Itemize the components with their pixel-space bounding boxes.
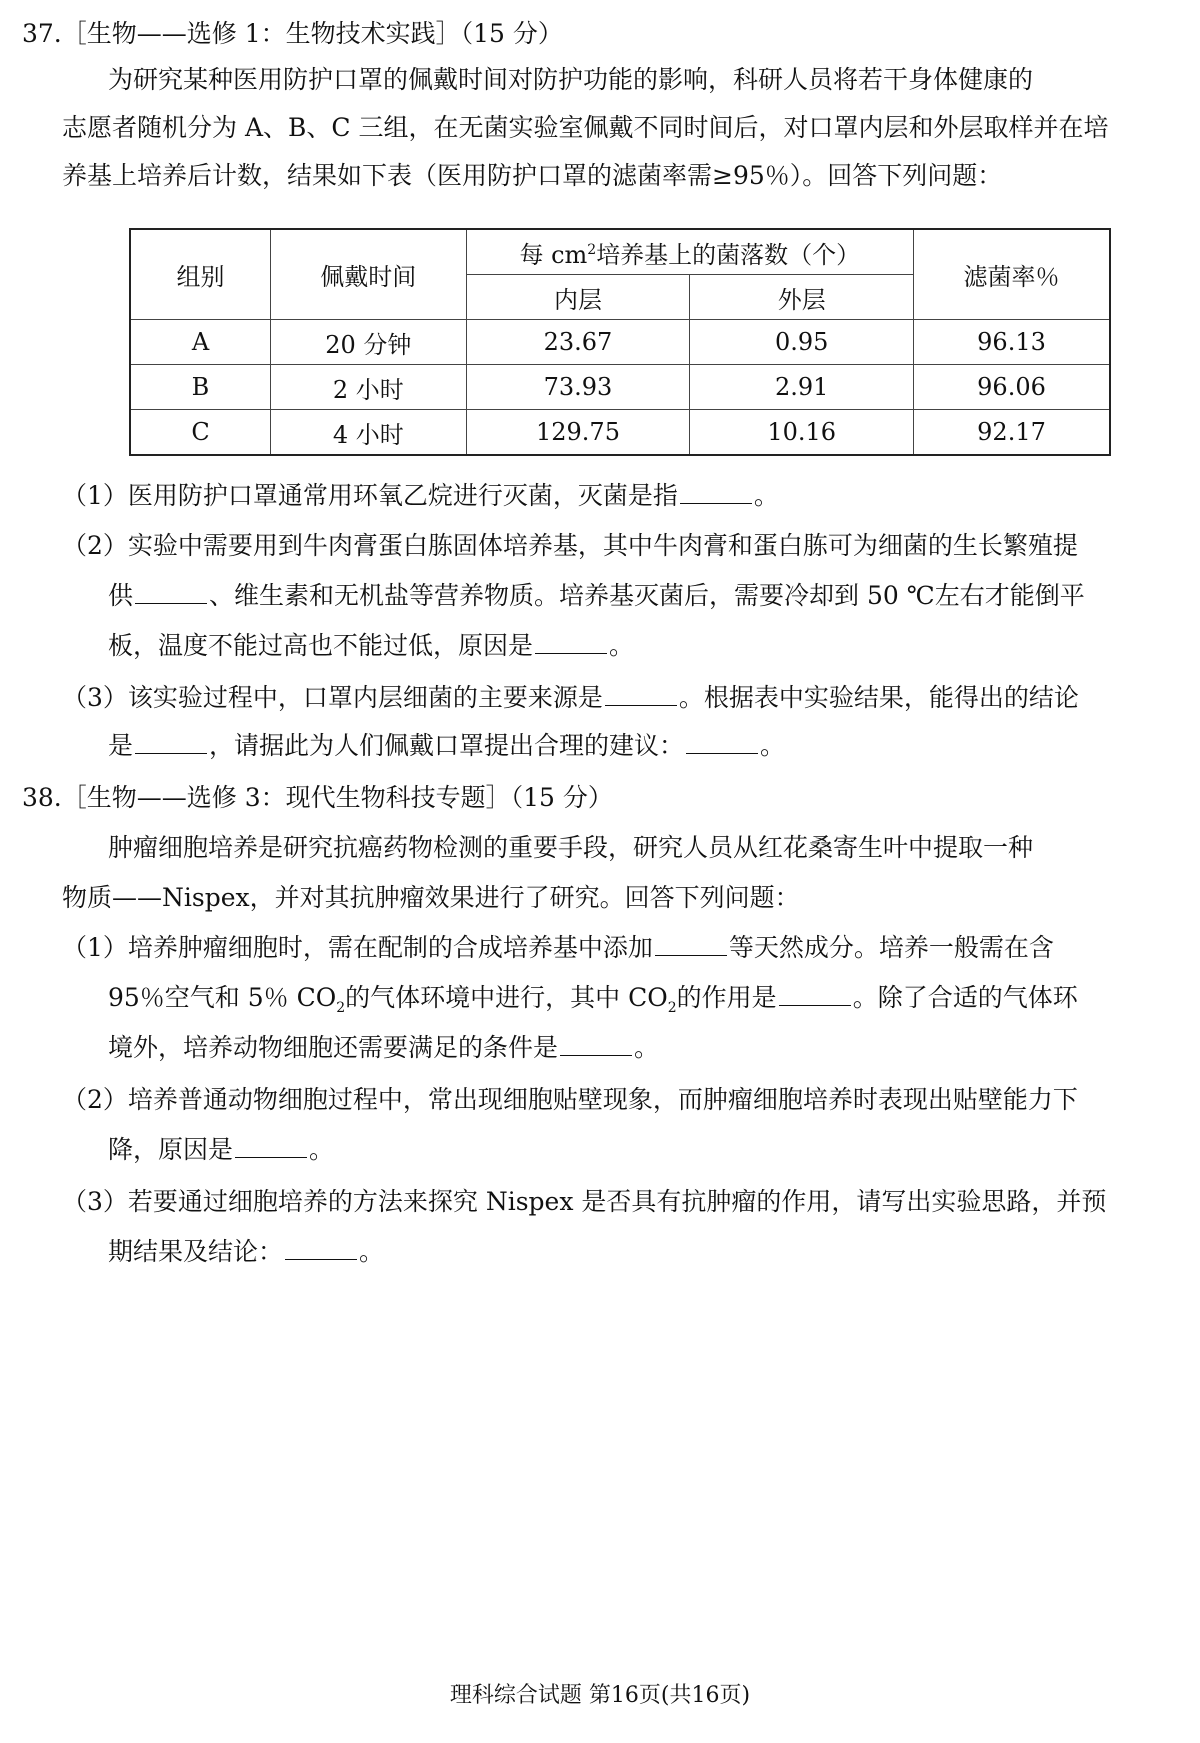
answer-blank[interactable] xyxy=(686,731,758,754)
answer-blank[interactable] xyxy=(779,983,851,1006)
header-wear-time: 佩戴时间 xyxy=(271,229,467,320)
q38-part2-line-1: （2）培养普通动物细胞过程中，常出现细胞贴壁现象，而肿瘤细胞培养时表现出贴壁能力下 xyxy=(62,1085,1078,1114)
cell-group: C xyxy=(130,410,271,456)
q37-part2-line-2: 供 、维生素和无机盐等营养物质。培养基灭菌后，需要冷却到 50 ℃左右才能倒平 xyxy=(108,581,1085,610)
q38-part2-line-2: 降，原因是 。 xyxy=(108,1135,335,1164)
q38-header: 38.［生物——选修 3：现代生物科技专题］（15 分） xyxy=(22,783,613,812)
q38-part1-line-3: 境外，培养动物细胞还需要满足的条件是 。 xyxy=(108,1033,660,1062)
answer-blank[interactable] xyxy=(680,481,752,504)
header-filter-rate: 滤菌率％ xyxy=(914,229,1110,320)
table-row xyxy=(130,320,1110,365)
answer-blank[interactable] xyxy=(655,933,727,956)
cell-rate: 92.17 xyxy=(914,410,1110,456)
answer-blank[interactable] xyxy=(235,1135,307,1158)
cell-inner: 129.75 xyxy=(466,410,690,456)
answer-blank[interactable] xyxy=(135,581,207,604)
q38-part1-line-1: （1）培养肿瘤细胞时，需在配制的合成培养基中添加 等天然成分。培养一般需在含 xyxy=(62,933,1054,962)
cell-time: 20 分钟 xyxy=(271,320,467,365)
q37-intro-line-2: 志愿者随机分为 A、B、C 三组，在无菌实验室佩戴不同时间后，对口罩内层和外层取样并在培 xyxy=(62,113,1109,142)
answer-blank[interactable] xyxy=(285,1237,357,1260)
cell-outer: 10.16 xyxy=(690,410,914,456)
q37-part1: （1）医用防护口罩通常用环氧乙烷进行灭菌，灭菌是指 。 xyxy=(62,481,779,510)
q37-header: 37.［生物——选修 1：生物技术实践］（15 分） xyxy=(22,19,563,48)
q38-part3-line-2: 期结果及结论： 。 xyxy=(108,1237,385,1266)
answer-blank[interactable] xyxy=(605,683,677,706)
table-row xyxy=(130,410,1110,456)
header-colony-count: 每 $cm^2$培养基上的菌落数（个） xyxy=(466,229,913,275)
cell-group: B xyxy=(130,365,271,410)
q38-part1-line-2: 95％空气和 5％ $CO_2$的气体环境中进行，其中 $CO_2$的作用是 。除了合适的气体环 xyxy=(108,983,1078,1016)
answer-blank[interactable] xyxy=(535,631,607,654)
answer-blank[interactable] xyxy=(560,1033,632,1056)
cell-group: A xyxy=(130,320,271,365)
cell-time: 2 小时 xyxy=(271,365,467,410)
cell-inner: 23.67 xyxy=(466,320,690,365)
cell-outer: 2.91 xyxy=(690,365,914,410)
cell-time: 4 小时 xyxy=(271,410,467,456)
cell-inner: 73.93 xyxy=(466,365,690,410)
header-group: 组别 xyxy=(130,229,271,320)
q37-intro-line-1: 为研究某种医用防护口罩的佩戴时间对防护功能的影响，科研人员将若干身体健康的 xyxy=(108,65,1034,94)
results-table xyxy=(129,228,1111,456)
q37-part3-line-2: 是 ，请据此为人们佩戴口罩提出合理的建议： 。 xyxy=(108,731,786,760)
header-outer: 外层 xyxy=(690,275,914,320)
q37-part2-line-3: 板，温度不能过高也不能过低，原因是 。 xyxy=(108,631,635,660)
answer-blank[interactable] xyxy=(135,731,207,754)
table-row xyxy=(130,365,1110,410)
q37-intro-line-3: 养基上培养后计数，结果如下表（医用防护口罩的滤菌率需≥95％）。回答下列问题： xyxy=(62,161,1003,190)
header-inner: 内层 xyxy=(466,275,690,320)
q38-intro-line-1: 肿瘤细胞培养是研究抗癌药物检测的重要手段，研究人员从红花桑寄生叶中提取一种 xyxy=(108,833,1034,862)
q38-part3-line-1: （3）若要通过细胞培养的方法来探究 Nispex 是否具有抗肿瘤的作用，请写出实验思路，并预 xyxy=(62,1187,1107,1216)
q38-intro-line-2: 物质——Nispex，并对其抗肿瘤效果进行了研究。回答下列问题： xyxy=(62,883,800,912)
cell-outer: 0.95 xyxy=(690,320,914,365)
page-footer: 理科综合试题 第16页(共16页) xyxy=(449,1683,751,1708)
q37-part2-line-1: （2）实验中需要用到牛肉膏蛋白胨固体培养基，其中牛肉膏和蛋白胨可为细菌的生长繁殖提 xyxy=(62,531,1078,560)
cell-rate: 96.13 xyxy=(914,320,1110,365)
q37-part3-line-1: （3）该实验过程中，口罩内层细菌的主要来源是 。根据表中实验结果，能得出的结论 xyxy=(62,683,1079,712)
cell-rate: 96.06 xyxy=(914,365,1110,410)
